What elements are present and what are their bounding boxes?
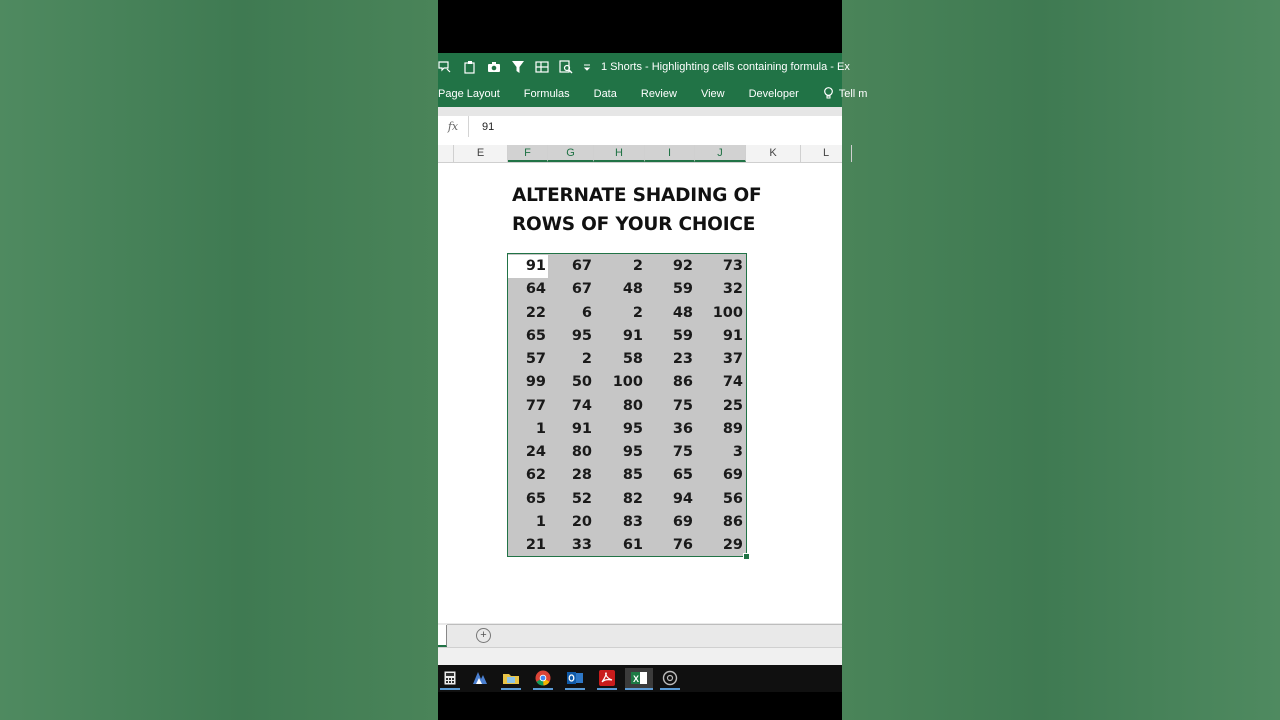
table-cell[interactable]: 73 xyxy=(722,258,743,274)
column-header-l[interactable]: L xyxy=(801,145,852,162)
table-cell[interactable]: 57 xyxy=(525,351,546,367)
excel-letter: X xyxy=(633,674,640,684)
table-cell[interactable]: 75 xyxy=(672,397,693,414)
heading-line-1: ALTERNATE SHADING OF xyxy=(512,185,762,206)
table-cell[interactable]: 75 xyxy=(672,444,693,460)
table-cell[interactable]: 95 xyxy=(571,327,592,344)
column-header-i[interactable]: I xyxy=(645,145,695,162)
formula-input[interactable]: 91 xyxy=(482,120,495,133)
window-title: 1 Shorts - Highlighting cells containing formula - Ex xyxy=(601,60,850,73)
table-cell[interactable]: 77 xyxy=(525,397,546,414)
table-cell[interactable]: 37 xyxy=(722,351,743,367)
chrome-icon[interactable] xyxy=(533,668,553,688)
camera-app-icon[interactable] xyxy=(660,668,680,688)
table-cell[interactable]: 6 xyxy=(581,304,592,321)
table-cell[interactable]: 22 xyxy=(525,304,546,321)
column-header-h[interactable]: H xyxy=(594,145,645,162)
table-cell[interactable]: 36 xyxy=(672,420,693,437)
tab-review[interactable]: Review xyxy=(640,87,677,100)
table-cell[interactable]: 25 xyxy=(722,397,743,414)
title-bar xyxy=(438,53,850,80)
paste-icon[interactable] xyxy=(463,59,477,74)
table-cell[interactable]: 92 xyxy=(672,258,693,274)
table-cell[interactable]: 89 xyxy=(722,420,743,437)
table-cell[interactable]: 50 xyxy=(571,374,592,391)
acrobat-icon[interactable] xyxy=(597,668,617,688)
sheet-tabs-bar xyxy=(438,623,842,647)
table-cell[interactable]: 91 xyxy=(722,327,743,344)
table-cell[interactable]: 100 xyxy=(612,374,643,391)
tab-data[interactable]: Data xyxy=(593,87,617,100)
tab-view[interactable]: View xyxy=(700,87,725,100)
table-cell[interactable]: 48 xyxy=(622,281,643,298)
background-right xyxy=(842,0,1280,720)
insert-function-icon[interactable]: fx xyxy=(438,116,469,137)
spacer xyxy=(438,137,842,145)
table-cell[interactable]: 65 xyxy=(525,490,546,507)
table-cell[interactable]: 59 xyxy=(672,281,693,298)
table-cell[interactable]: 3 xyxy=(732,444,743,460)
status-bar xyxy=(438,647,842,666)
calculator-icon[interactable] xyxy=(440,668,460,688)
touch-mode-icon[interactable] xyxy=(438,59,452,74)
ribbon-divider xyxy=(438,107,842,116)
tab-formulas[interactable]: Formulas xyxy=(523,87,570,100)
table-cell[interactable]: 21 xyxy=(525,537,546,553)
table-cell[interactable]: 24 xyxy=(525,444,546,460)
table-cell[interactable]: 20 xyxy=(571,513,592,530)
tab-page-layout[interactable]: Page Layout xyxy=(438,87,500,100)
table-cell[interactable]: 2 xyxy=(632,258,643,274)
table-cell[interactable]: 94 xyxy=(672,490,693,507)
table-cell[interactable]: 1 xyxy=(535,513,546,530)
table-cell[interactable]: 2 xyxy=(632,304,643,321)
table-cell[interactable]: 69 xyxy=(722,467,743,484)
taskbar xyxy=(438,665,842,692)
add-sheet-button[interactable]: + xyxy=(476,628,491,643)
filter-icon[interactable] xyxy=(511,59,525,74)
table-cell[interactable]: 23 xyxy=(672,351,693,367)
table-cell[interactable]: 64 xyxy=(525,281,546,298)
table-cell[interactable]: 58 xyxy=(622,351,643,367)
freeze-panes-icon[interactable] xyxy=(535,59,549,74)
table-cell[interactable]: 80 xyxy=(622,397,643,414)
tell-me-label: Tell m xyxy=(838,87,868,100)
ribbon-tabs xyxy=(438,80,868,107)
selected-range[interactable] xyxy=(507,253,747,557)
table-cell[interactable]: 29 xyxy=(722,537,743,553)
formula-bar xyxy=(438,116,842,138)
table-cell[interactable]: 65 xyxy=(525,327,546,344)
column-header-g[interactable]: G xyxy=(548,145,594,162)
table-cell[interactable]: 69 xyxy=(672,513,693,530)
table-cell[interactable]: 2 xyxy=(581,351,592,367)
tabs-divider xyxy=(447,624,842,625)
table-cell[interactable]: 100 xyxy=(712,304,743,321)
table-cell[interactable]: 65 xyxy=(672,467,693,484)
table-cell[interactable]: 32 xyxy=(722,281,743,298)
background-left xyxy=(0,0,438,720)
table-cell[interactable]: 1 xyxy=(535,420,546,437)
column-header-k[interactable]: K xyxy=(746,145,801,162)
column-header-j[interactable]: J xyxy=(695,145,746,162)
column-header-e[interactable]: E xyxy=(454,145,508,162)
table-cell[interactable]: 59 xyxy=(672,327,693,344)
table-cell[interactable]: 91 xyxy=(622,327,643,344)
table-cell[interactable]: 83 xyxy=(622,513,643,530)
table-cell[interactable]: 80 xyxy=(571,444,592,460)
table-cell[interactable]: 99 xyxy=(525,374,546,391)
column-headers xyxy=(438,145,842,163)
table-cell[interactable]: 95 xyxy=(622,420,643,437)
active-sheet-tab[interactable] xyxy=(438,625,447,647)
table-cell[interactable]: 86 xyxy=(722,513,743,530)
table-cell[interactable]: 91 xyxy=(508,255,548,278)
lightbulb-icon xyxy=(823,87,834,100)
table-cell[interactable]: 95 xyxy=(622,444,643,460)
worksheet[interactable] xyxy=(438,163,842,623)
sheet-heading xyxy=(512,181,761,239)
table-cell[interactable]: 86 xyxy=(672,374,693,391)
table-cell[interactable]: 48 xyxy=(672,304,693,321)
table-cell[interactable]: 76 xyxy=(672,537,693,553)
table-cell[interactable]: 85 xyxy=(622,467,643,484)
table-cell[interactable]: 67 xyxy=(571,258,592,274)
table-cell[interactable]: 82 xyxy=(622,490,643,507)
table-cell[interactable]: 74 xyxy=(722,374,743,391)
table-cell[interactable]: 56 xyxy=(722,490,743,507)
column-header-d[interactable] xyxy=(438,145,454,162)
outlook-icon[interactable] xyxy=(565,668,585,688)
table-cell[interactable]: 28 xyxy=(571,467,592,484)
tell-me-search[interactable] xyxy=(823,87,868,100)
table-cell[interactable]: 52 xyxy=(571,490,592,507)
customize-qat-icon[interactable] xyxy=(583,59,591,74)
heading-line-2: ROWS OF YOUR CHOICE xyxy=(512,214,756,235)
file-explorer-icon[interactable] xyxy=(501,668,521,688)
table-cell[interactable]: 61 xyxy=(622,537,643,553)
table-cell[interactable]: 74 xyxy=(571,397,592,414)
table-cell[interactable]: 33 xyxy=(571,537,592,553)
print-preview-icon[interactable] xyxy=(559,59,573,74)
table-cell[interactable]: 67 xyxy=(571,281,592,298)
table-cell[interactable]: 91 xyxy=(571,420,592,437)
column-header-f[interactable]: F xyxy=(508,145,548,162)
excel-icon[interactable] xyxy=(625,668,653,688)
fill-handle[interactable] xyxy=(743,553,750,560)
tab-developer[interactable]: Developer xyxy=(748,87,799,100)
camera-icon[interactable] xyxy=(487,59,501,74)
excel-window xyxy=(438,0,868,720)
dynamics-icon[interactable] xyxy=(470,668,490,688)
table-cell[interactable]: 62 xyxy=(525,467,546,484)
